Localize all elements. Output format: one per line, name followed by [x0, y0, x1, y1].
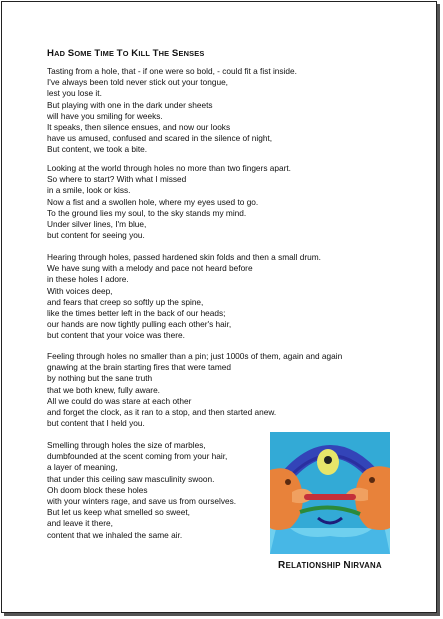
poem-line: in a smile, look or kiss.	[47, 185, 131, 196]
relationship-nirvana-painting	[270, 432, 390, 554]
poem-line: It speaks, then silence ensues, and now our looks	[47, 122, 231, 133]
poem-line: a layer of meaning,	[47, 462, 118, 473]
poem-line: gnawing at the brain starting fires that were tamed	[47, 362, 232, 373]
poem-line: I've always been told never stick out your tongue,	[47, 77, 228, 88]
painting-eye-right	[369, 477, 375, 483]
poem-line: But let us keep what smelled so sweet,	[47, 507, 190, 518]
stanza-2	[47, 163, 291, 241]
poem-line: and leave it there,	[47, 518, 113, 529]
poem-line: Feeling through holes no smaller than a pin; just 1000s of them, again and again	[47, 351, 343, 361]
poem-line: Smelling through holes the size of marbles,	[47, 440, 206, 450]
poem-line: our hands are now tightly pulling each other's hair,	[47, 319, 232, 330]
poem-line: Looking at the world through holes no more than two fingers apart.	[47, 163, 291, 173]
stanza-4	[47, 351, 342, 429]
poem-line: dumbfounded at the scent coming from your hair,	[47, 451, 228, 462]
stanza-1	[47, 66, 297, 156]
poem-line: in these holes I adore.	[47, 274, 129, 285]
poem-line: by nothing but the sane truth	[47, 373, 153, 384]
artwork-caption: RELATIONSHIP NIRVANA	[278, 560, 382, 571]
painting-eye-left	[285, 479, 291, 485]
poem-line: All we could do was stare at each other	[47, 395, 192, 406]
poem-line: So where to start? With what I missed	[47, 174, 187, 185]
poem-line: With voices deep,	[47, 285, 113, 296]
poem-line: like the times better left in the back of our heads;	[47, 308, 226, 319]
poem-line: that we both knew, fully aware.	[47, 384, 160, 395]
poem-line: content that we inhaled the same air.	[47, 529, 183, 540]
poem-line: But playing with one in the dark under sheets	[47, 99, 213, 110]
poem-line: Tasting from a hole, that - if one were so bold, - could fit a fist inside.	[47, 66, 297, 76]
poem-line: Under silver lines, I'm blue,	[47, 219, 147, 230]
poem-line: To the ground lies my soul, to the sky stands my mind.	[47, 207, 247, 218]
poem-line: but content that I held you.	[47, 418, 145, 429]
poem-line: But content, we took a bite.	[47, 144, 148, 155]
painting-tongue	[304, 494, 356, 500]
poem-line: Oh doom block these holes	[47, 484, 148, 495]
stanza-3	[47, 252, 321, 342]
poem-line: We have sung with a melody and pace not heard before	[47, 263, 253, 274]
poem-line: have us amused, confused and scared in the silence of night,	[47, 133, 273, 144]
painting-illustration	[270, 432, 390, 554]
poem-line: lest you lose it.	[47, 88, 102, 99]
stanza-5	[47, 440, 236, 541]
poem-title: HAD SOME TIME TO KILL THE SENSES	[47, 48, 205, 59]
painting-center-eye	[324, 456, 332, 464]
poem-line: Hearing through holes, passed hardened skin folds and then a small drum.	[47, 252, 321, 262]
poem-line: and fears that creep so softly up the spine,	[47, 296, 204, 307]
poem-line: but content that your voice was there.	[47, 330, 185, 341]
poem-line: will have you smiling for weeks.	[47, 110, 163, 121]
poem-line: that under this ceiling saw masculinity swoon.	[47, 473, 215, 484]
poem-line: with your winters rage, and save us from ourselves.	[47, 496, 237, 507]
poem-line: Now a fist and a swollen hole, where my eyes used to go.	[47, 196, 259, 207]
poem-line: but content for seeing you.	[47, 230, 145, 241]
poem-line: and forget the clock, as it ran to a stop, and then started anew.	[47, 407, 277, 418]
